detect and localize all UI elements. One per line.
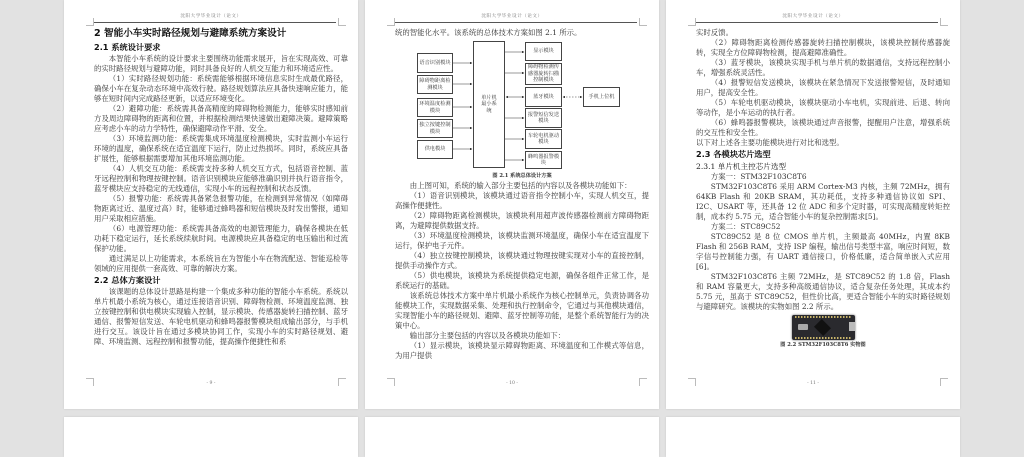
- input-module-obstacle: 障碍物距离检测模块: [417, 75, 453, 94]
- paragraph: （5）报警功能：系统需具备紧急报警功能，在检测到异常情况（如障碍物距离过近、温度过高）时，能够通过蜂鸣器和短信模块及时发出警报，通知用户采取相应措施。: [94, 194, 348, 223]
- header-rule: [696, 22, 938, 23]
- subsection-heading: 2.3.1 单片机主控芯片选型: [696, 162, 787, 171]
- figure-caption: 图 2.1 系统总体设计方案: [492, 173, 552, 179]
- output-module-buzzer: 蜂鸣器报警模块: [525, 151, 562, 169]
- paragraph: （5）车轮电机驱动模块，该模块驱动小车电机，实现前进、后退、转向等动作，是小车运动的执行者。: [696, 98, 950, 117]
- paragraph: （1）显示模块，该模块显示障碍物距离、环境温度和工作模式等信息，为用户提供: [395, 341, 649, 360]
- paragraph: 由上图可知，系统的输入部分主要包括的内容以及各模块功能如下：: [409, 181, 632, 190]
- page-number: - 10 -: [506, 381, 518, 386]
- margin-mark: [338, 18, 346, 26]
- paragraph: （2）障碍物距离检测模块，该模块利用超声波传感器检测前方障碍物距离，为避障提供数据支持。: [395, 211, 649, 230]
- paragraph: 该系统总体技术方案中单片机最小系统作为核心控制单元，负责协调各功能模块工作，实现数据采集、处理和执行控制命令，它通过与其他模块通信，实现智能小车的路径规划、避障、蓝牙控制等功能，是整个系统智能行为的决策中心。: [395, 291, 649, 330]
- paragraph: （6）蜂鸣器报警模块，该模块通过声音报警，提醒用户注意，增强系统的交互性和安全性。: [696, 118, 950, 137]
- paragraph: （4）独立按键控制模块，该模块通过物理按键实现对小车的直接控制，提供手动操作方式。: [395, 251, 649, 270]
- margin-mark: [688, 18, 696, 26]
- paragraph: STM32F103C8T6 主频 72MHz，是 STC89C52 的 1.8 倍，Flash 和 RAM 容量更大，支持多种高级通信协议，适合复杂任务处理，其成本约 5.75 元，虽高于 STC89C52，但性价比高，更适合智能小车的实时路径规划与避障研究。该模块的实物如图 2.2 所示。: [696, 272, 950, 311]
- stm32-board-photo: [792, 315, 855, 340]
- phone-app-box: 手机上位机: [583, 87, 620, 107]
- input-module-keys: 独立按键控制模块: [417, 119, 453, 138]
- section-heading: 2.2 总体方案设计: [94, 275, 161, 285]
- paragraph: 实时反馈。: [696, 28, 733, 37]
- margin-mark: [86, 18, 94, 26]
- document-page-9: [64, 0, 358, 409]
- input-module-temperature: 环境温度检测模块: [417, 98, 453, 117]
- paragraph: （4）人机交互功能：系统需支持多种人机交互方式，包括语音控制、蓝牙远程控制和物理按键控制。语音识别模块应能够准确识别并执行语音指令，蓝牙模块应支持稳定的无线通信，实现小车的远程控制和状态反馈。: [94, 164, 348, 193]
- document-page-11: [666, 0, 960, 409]
- page-number: - 9 -: [206, 381, 216, 386]
- paragraph: （2）障碍物距离检测传感器旋转扫描控制模块，该模块控制传感器旋转，实现全方位障碍物检测，提高避障准确性。: [696, 38, 950, 57]
- paragraph: 该课题的总体设计思路是构建一个集成多种功能的智能小车系统。系统以单片机最小系统为核心，通过连接语音识别、障碍物检测、环境温度监测、独立按键控制和供电模块实现输入控制，显示模块、传感器旋转扫描控制、蓝牙通信、报警短信发送、车轮电机驱动和蜂鸣器报警模块组成输出部分，与手机进行交互。该设计旨在通过多模块协同工作，实现小车的实时路径规划、避障、环境监测、远程控制和报警功能，提高操作便捷性和系: [94, 287, 348, 346]
- core-mcu-box: 单片机最小系统: [473, 41, 505, 168]
- chapter-title: 2 智能小车实时路径规划与避障系统方案设计: [94, 28, 287, 39]
- paragraph: （5）供电模块，该模块为系统提供稳定电源，确保各组件正常工作，是系统运行的基础。: [395, 271, 649, 290]
- option-heading: 方案一：STM32F103C8T6: [710, 172, 807, 181]
- paragraph: （3）环境温度检测模块，该模块监测环境温度，确保小车在适宜温度下运行，保护电子元件。: [395, 231, 649, 250]
- input-module-voice: 语音识别模块: [417, 53, 453, 73]
- paragraph: 输出部分主要包括的内容以及各模块功能如下：: [409, 331, 566, 340]
- paragraph: 本智能小车系统的设计要求主要围绕功能需求展开，旨在实现高效、可靠的实时路径规划与避障功能，同时具备良好的人机交互能力和环境适应性。: [94, 54, 348, 73]
- section-heading: 2.3 各模块芯片选型: [696, 149, 771, 159]
- output-module-motor: 车轮电机驱动模块: [525, 129, 562, 149]
- page-header: 沈阳大学毕业设计（论文）: [180, 14, 242, 19]
- margin-mark: [940, 18, 948, 26]
- paragraph: （1）实时路径规划功能：系统需能够根据环境信息实时生成最优路径，确保小车在复杂动态环境中高效行驶。路径规划算法应具备快速响应能力，能够在短时间内完成路径更新，以适应环境变化。: [94, 74, 348, 103]
- output-module-bluetooth: 蓝牙模块: [525, 87, 562, 107]
- page-header: 沈阳大学毕业设计（论文）: [481, 14, 543, 19]
- paragraph: （1）语音识别模块，该模块通过语音指令控制小车，实现人机交互，提高操作便捷性。: [395, 191, 649, 210]
- option-heading: 方案二：STC89C52: [710, 222, 781, 231]
- paragraph: 统的智能化水平。该系统的总体技术方案如图 2.1 所示。: [395, 28, 582, 37]
- page-body: [395, 172, 649, 361]
- header-rule: [94, 22, 336, 23]
- page-body: [696, 28, 950, 350]
- section-heading: 2.1 系统设计要求: [94, 42, 161, 52]
- page-number: - 11 -: [807, 381, 819, 386]
- page-body: [94, 27, 348, 347]
- output-module-sms: 报警短信发送模块: [525, 108, 562, 128]
- paragraph: （3）环境监测功能：系统需集成环境温度检测模块，实时监测小车运行环境的温度，确保系统在适宜温度下运行，防止过热损坏。同时，系统应具备扩展性，能够根据需要增加其他环境监测功能。: [94, 134, 348, 163]
- page-header: 沈阳大学毕业设计（论文）: [782, 14, 844, 19]
- system-block-diagram: [365, 0, 659, 175]
- document-page-next: [365, 417, 659, 457]
- paragraph: 以下对上述各主要功能模块进行对比和选型。: [696, 138, 844, 147]
- paragraph: 通过满足以上功能需求，本系统旨在为智能小车在物流配送、智能巡检等领域的应用提供一套高效、可靠的解决方案。: [94, 254, 348, 273]
- paragraph: STM32F103C8T6 采用 ARM Cortex-M3 内核，主频 72MHz，拥有 64KB Flash 和 20KB SRAM，其功耗低，支持多种通信协议如 SPI、I2C、USART 等，还具备 12 位 ADC 和多个定时器，可实现高精度转矩控制，成本约 5.75 元，适合智能小车的复杂控制需求[5]。: [696, 182, 950, 221]
- document-page-next: [64, 417, 358, 457]
- output-module-scanner: 障碍物检测传感器旋转扫描控制模块: [525, 63, 562, 85]
- paragraph: （3）蓝牙模块，该模块实现手机与单片机的数据通信，支持远程控制小车，增强系统灵活性。: [696, 58, 950, 77]
- paragraph: （4）报警短信发送模块，该模块在紧急情况下发送报警短信，及时通知用户，提高安全性。: [696, 78, 950, 97]
- paragraph: STC89C52 是 8 位 CMOS 单片机，主频最高 40MHz，内置 8KB Flash 和 256B RAM，支持 ISP 编程，输出信号类型丰富，响应时间短，数字信号控制能力强，有 UART 通信接口，价格低廉，适合简单嵌入式应用[6]。: [696, 232, 950, 271]
- document-page-next: [666, 417, 960, 457]
- paragraph: （2）避障功能：系统需具备高精度的障碍物检测能力，能够实时感知前方及周边障碍物的距离和位置，并根据检测结果快速做出避障决策。避障策略应考虑小车的动力学特性，确保避障动作平滑、安全。: [94, 104, 348, 133]
- output-module-display: 显示模块: [525, 42, 562, 61]
- figure-caption: 图 2.2 STM32F103C8T6 实物图: [780, 342, 866, 348]
- document-page-10: [365, 0, 659, 409]
- paragraph: （6）电源管理功能：系统需具备高效的电源管理能力，确保各模块在低功耗下稳定运行，延长系统续航时间。电源模块应具备稳定的电压输出和过流保护功能。: [94, 224, 348, 253]
- input-module-power: 供电模块: [417, 140, 453, 159]
